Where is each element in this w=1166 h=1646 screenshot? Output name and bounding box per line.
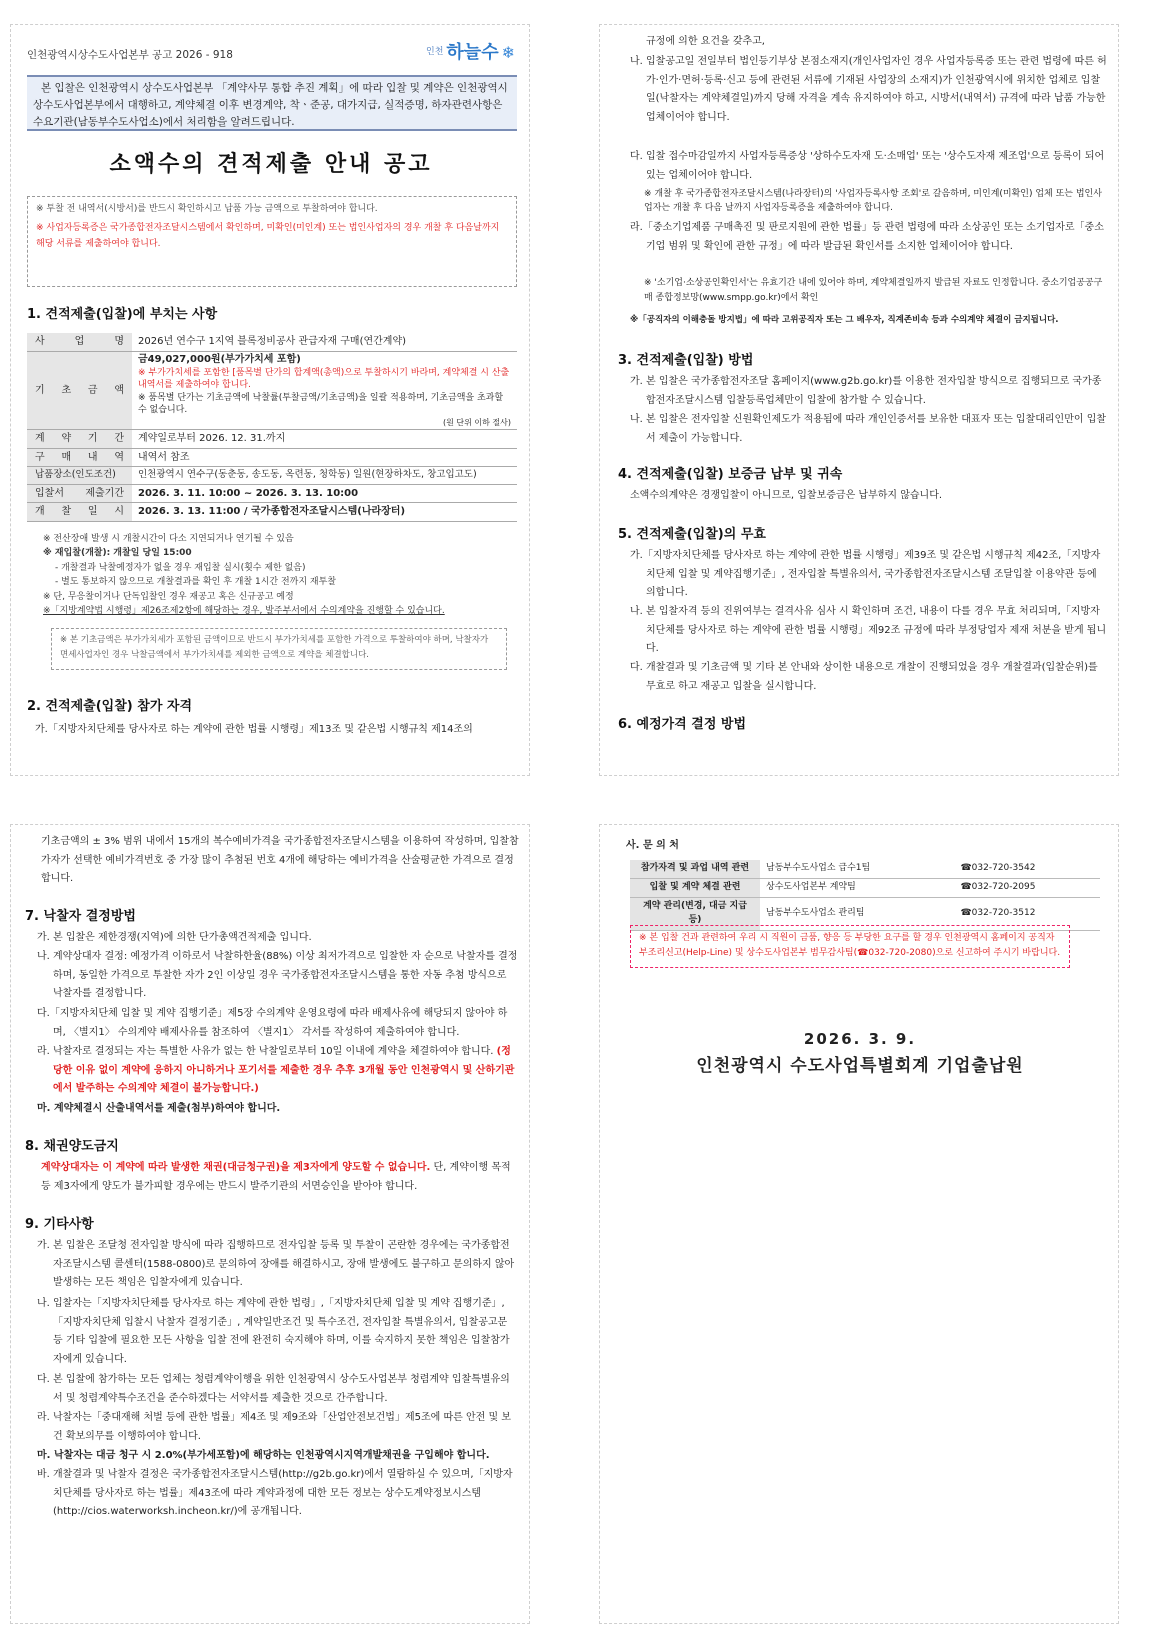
notice-page-4 <box>599 824 1119 1624</box>
section-7-a: 가. 본 입찰은 제한경쟁(지역)에 의한 단가총액견적제출 입니다. <box>37 932 312 943</box>
section-9-f: 바. 개찰결과 및 낙찰자 결정은 국가종합전자조달시스템(http://g2b.go.kr)에서 열람하실 수 있으며,「지방자치단체를 당사자로 하는 법률」제43조에 따라 계약과정에 대한 모든 정보는 상수도계약정보시스템(http://cios.waterworksh.incheon.kr/)에 공개됩니다. <box>37 1469 513 1517</box>
note-delay: ※ 전산장애 발생 시 개찰시간이 다소 지연되거나 연기될 수 있음 <box>43 534 294 544</box>
conflict-of-interest-note: ※「공직자의 이해충돌 방지법」에 따라 고위공직자 또는 그 배우자, 직계존비속 등과 수의계약 체결이 금지됩니다. <box>630 315 1059 325</box>
section-3-b: 나. 본 입찰은 전자입찰 신원확인제도가 적용됨에 따라 개인인증서를 보유한 대표자 또는 입찰대리인만이 입찰서 제출이 가능합니다. <box>630 414 1107 444</box>
qualification-d: 라.「중소기업제품 구매촉진 및 판로지원에 관한 법률」등 관련 법령에 따라 소상공인 또는 소기업자로「중소기업 범위 및 확인에 관한 규정」에 따라 발급된 확인서를 소지한 업체이어야 합니다. <box>630 222 1104 252</box>
section-7-d-warning: (정당한 이유 없이 계약에 응하지 아니하거나 포기서를 제출한 경우 추후 3개월 동안 인천광역시 및 산하기관에서 발주하는 수의계약 체결이 불가능합니다.) <box>53 1046 515 1094</box>
logo-text: 하늘수 <box>446 42 499 63</box>
label-purchase-detail: 구 매 내 역 <box>27 448 132 467</box>
contact-1-topic: 참가자격 및 과업 내역 관련 <box>630 860 760 878</box>
logo-prefix: 인천 <box>426 46 444 57</box>
section-7-e: 마. 계약체결시 산출내역서를 제출(첨부)하여야 합니다. <box>37 1103 281 1114</box>
section-5-heading: 5. 견적제출(입찰)의 무효 <box>618 527 766 542</box>
notice-date: 2026. 3. 9. <box>803 1030 917 1048</box>
value-contract-period: 계약일로부터 2026. 12. 31.까지 <box>132 430 517 449</box>
qualification-c: 다. 입찰 접수마감일까지 사업자등록증상 '상하수도자재 도·소매업' 또는 '상수도자재 제조업'으로 등록이 되어있는 업체이어야 합니다. <box>630 151 1105 181</box>
section-6-text: 기초금액의 ± 3% 범위 내에서 15개의 복수예비가격을 국가종합전자조달시스템을 이용하여 작성하며, 입찰참가자가 선택한 예비가격번호 중 가장 많이 추첨된 번호 4개에 해당하는 예비가격을 산술평균한 가격으로 결정합니다. <box>41 836 519 884</box>
intro-box: 본 입찰은 인천광역시 상수도사업본부 「계약사무 통합 추진 계획」에 따라 입찰 및 계약은 인천광역시 상수도사업본부에서 대행하고, 계약체결 이후 변경계약, 착ㆍ준공, 대가지급, 실적증명, 하자관련사항은 수요기관(남동부수도사업소)에서 처리함을 알려드립니다. <box>27 75 517 131</box>
logo <box>426 39 515 67</box>
section-9-e: 마. 낙찰자는 대금 청구 시 2.0%(부가세포함)에 해당하는 인천광역시지역개발채권을 구입해야 합니다. <box>37 1450 490 1461</box>
label-base-amount: 기 초 금 액 <box>27 351 132 430</box>
note-rebid-2: - 별도 통보하지 않으므로 개찰결과를 확인 후 개찰 1시간 전까지 재투찰 <box>55 577 337 588</box>
section-2-item-a: 가.「지방자치단체를 당사자로 하는 계약에 관한 법률 시행령」제13조 및 같은법 시행규칙 제14조의 <box>35 724 473 735</box>
base-amount-note-2: ※ 품목별 단가는 기초금액에 낙찰률(투찰금액/기초금액)을 일괄 적용하며, 기초금액을 초과할 수 없습니다. <box>138 392 504 416</box>
section-3-a: 가. 본 입찰은 국가종합전자조달 홈페이지(www.g2b.go.kr)를 이용한 전자입찰 방식으로 집행되므로 국가종합전자조달시스템 입찰등록업체만이 입찰에 참가할 수 있습니다. <box>630 376 1102 406</box>
contact-2-topic: 입찰 및 계약 체결 관련 <box>630 878 760 897</box>
contact-2-office: 상수도사업본부 계약팀 <box>760 878 954 897</box>
value-base-amount: 금49,027,000원(부가가치세 포함) <box>138 353 301 365</box>
vat-notice-box: ※ 본 기초금액은 부가가치세가 포함된 금액이므로 반드시 부가가치세를 포함한 가격으로 투찰하여야 하며, 낙찰자가 면세사업자인 경우 낙찰금액에서 부가가치세를 제외한 금액으로 계약을 체결합니다. <box>51 628 507 670</box>
contact-1-office: 남동부수도사업소 급수1팀 <box>760 860 954 878</box>
section-6-heading: 6. 예정가격 결정 방법 <box>618 717 747 732</box>
snowflake-icon: ❄ <box>501 42 515 62</box>
label-project: 사 업 명 <box>27 333 132 351</box>
section-7-d-text: 라. 낙찰자로 결정되는 자는 특별한 사유가 없는 한 낙찰일로부터 10일 이내에 계약을 체결하여야 합니다. <box>37 1046 494 1057</box>
contact-2-phone: ☎032-720-2095 <box>954 878 1100 897</box>
contact-3-topic: 계약 관리(변경, 대금 지급 등) <box>630 897 760 930</box>
contact-label: 사. 문 의 처 <box>626 840 679 851</box>
qualification-c-note: ※ 개찰 후 국가종합전자조달시스템(나라장터)의 '사업자등록사항 조회'로 갈음하며, 미인계(미확인) 업체 또는 법인사업자는 개찰 후 다음 날까지 사업자등록증을 제출하여야 합니다. <box>644 189 1102 214</box>
section-9-a: 가. 본 입찰은 조달청 전자입찰 방식에 따라 집행하므로 전자입찰 등록 및 투찰이 곤란한 경우에는 국가종합전자조달시스템 콜센터(1588-0800)로 문의하여 장애를 해결하시고, 장애 발생에도 불구하고 문의하지 않아 발생하는 모든 책임은 입찰자에게 있습니다. <box>37 1240 515 1288</box>
section-5-a: 가.「지방자치단체를 당사자로 하는 계약에 관한 법률 시행령」제39조 및 같은법 시행규칙 제42조,「지방자치단체 입찰 및 계약집행기준」, 전자입찰 특별유의서, 국가종합전자조달시스템 조달입찰 이용약관 등에 의합니다. <box>630 550 1101 598</box>
page-title: 소액수의 견적제출 안내 공고 <box>109 152 433 177</box>
value-submission-period: 2026. 3. 11. 10:00 ~ 2026. 3. 13. 10:00 <box>132 484 517 503</box>
section-1-heading: 1. 견적제출(입찰)에 부치는 사항 <box>27 307 218 322</box>
section-7-c: 다.「지방자치단체 입찰 및 계약 집행기준」제5장 수의계약 운영요령에 따라 배제사유에 해당되지 않아야 하며, 〈별지1〉 수의계약 배제사유를 참조하여 〈별지1〉 각서를 작성하여 제출하여야 합니다. <box>37 1008 508 1038</box>
notice-page-3 <box>10 824 530 1624</box>
contact-3-phone: ☎032-720-3512 <box>954 897 1100 930</box>
note-rebid: ※ 재입찰(개찰): 개찰일 당일 15:00 <box>43 548 192 559</box>
continued-text: 규정에 의한 요건을 갖추고, <box>646 36 765 47</box>
section-5-b: 나. 본 입찰자격 등의 진위여부는 결격사유 심사 시 확인하며 조건, 내용이 다를 경우 무효 처리되며,「지방자치단체를 당사자로 하는 계약에 관한 법률 시행령」제92조 규정에 따라 부정당업자 제재 처분을 받게 됩니다. <box>630 606 1107 654</box>
base-amount-note-3: (원 단위 이하 절사) <box>443 417 511 427</box>
notice-page-2 <box>599 24 1119 776</box>
value-delivery-place: 인천광역시 연수구(동춘동, 송도동, 옥련동, 청학동) 일원(현장하차도, 창고입고도) <box>132 467 517 485</box>
value-purchase-detail: 내역서 참조 <box>132 448 517 467</box>
value-project: 2026년 연수구 1지역 블록정비공사 관급자재 구매(연간계약) <box>132 333 517 351</box>
section-7-b: 나. 계약상대자 결정: 예정가격 이하로서 낙찰하한율(88%) 이상 최저가격으로 입찰한 자 순으로 낙찰자를 결정하며, 동일한 가격으로 투찰한 자가 2인 이상일 경우 국가종합전자조달시스템을 통한 자동 추첨 방식으로 낙찰자를 결정합니다. <box>37 951 518 999</box>
notice-number: 인천광역시상수도사업본부 공고 2026 - 918 <box>27 49 233 61</box>
bid-info-table <box>27 333 517 522</box>
qualification-b: 나. 입찰공고일 전일부터 법인등기부상 본점소재지(개인사업자인 경우 사업자등록증 또는 관련 법령에 따른 허가·인가·면허·등록·신고 등에 관련된 서류에 기재된 사업장의 소재지)가 인천광역시에 위치한 업체로 입찰일(낙찰자는 계약체결일)까지 당해 자격을 계속 유지하여야 하고, 시방서(내역서) 규격에 따라 납품 가능한 업체이어야 합니다. <box>630 56 1107 123</box>
notice-page-1 <box>10 24 530 776</box>
value-opening-date: 2026. 3. 13. 11:00 / 국가종합전자조달시스템(나라장터) <box>132 503 517 522</box>
section-9-c: 다. 본 입찰에 참가하는 모든 업체는 청렴계약이행을 위한 인천광역시 상수도사업본부 청렴계약 입찰특별유의서 및 청렴계약특수조건을 준수하겠다는 서약서를 제출한 것으로 간주합니다. <box>37 1374 510 1404</box>
notice-box <box>27 196 517 287</box>
base-amount-note-1: ※ 부가가치세를 포함한 [품목별 단가의 합계액(총액)으로 투찰하시기 바라며, 계약체결 시 산출내역서를 제출하여야 합니다. <box>138 367 510 391</box>
section-4-text: 소액수의계약은 경쟁입찰이 아니므로, 입찰보증금은 납부하지 않습니다. <box>630 490 943 501</box>
contact-table <box>630 860 1100 931</box>
section-9-b: 나. 입찰자는「지방자치단체를 당사자로 하는 계약에 관한 법령」,「지방자치단체 입찰 및 계약 집행기준」,「지방자치단체 입찰시 낙찰자 결정기준」, 계약일반조건 및 특수조건, 전자입찰 특별유의서, 입찰공고문 등 기타 입찰에 필요한 모든 사항을 입찰 전에 완전히 숙지해야 하며, 이를 숙지하지 못한 책임은 입찰참가자에게 있습니다. <box>37 1298 510 1365</box>
section-7-d <box>37 1043 519 1099</box>
section-7-heading: 7. 낙찰자 결정방법 <box>25 909 136 924</box>
note-private-contract: ※「지방계약법 시행령」제26조제2항에 해당하는 경우, 발주부서에서 수의계약을 진행할 수 있습니다. <box>43 605 445 616</box>
label-opening-date: 개 찰 일 시 <box>27 503 132 522</box>
section-4-heading: 4. 견적제출(입찰) 보증금 납부 및 귀속 <box>618 467 843 482</box>
note-no-bid: ※ 단, 무응찰이거나 단독입찰인 경우 재공고 혹은 신규공고 예정 <box>43 591 294 602</box>
note-rebid-1: - 개찰결과 낙찰예정자가 없을 경우 재입찰 실시(횟수 제한 없음) <box>55 562 306 573</box>
contact-1-phone: ☎032-720-3542 <box>954 860 1100 878</box>
note-registration: ※ 사업자등록증은 국가종합전자조달시스템에서 확인하며, 미확인(미인계) 또는 법인사업자의 경우 개찰 후 다음날까지 해당 서류를 제출하여야 합니다. <box>36 223 500 249</box>
section-2-heading: 2. 견적제출(입찰) 참가 자격 <box>27 699 193 714</box>
label-contract-period: 계 약 기 간 <box>27 430 132 449</box>
section-8-detail: 단, 계약이행 목적 등 제3자에게 양도가 불가피할 경우에는 반드시 발주기관의 서면승인을 받아야 합니다. <box>41 1162 511 1192</box>
issuing-organization: 인천광역시 수도사업특별회계 기업출납원 <box>696 1056 1024 1076</box>
opening-notes <box>43 532 513 618</box>
section-8-text <box>41 1159 519 1196</box>
label-submission-period: 입찰서 제출기간 <box>27 484 132 503</box>
note-bid-check: ※ 투찰 전 내역서(시방서)를 반드시 확인하시고 납품 가능 금액으로 투찰하여야 합니다. <box>36 204 378 214</box>
section-3-heading: 3. 견적제출(입찰) 방법 <box>618 353 754 368</box>
section-8-heading: 8. 채권양도금지 <box>25 1139 119 1154</box>
section-9-heading: 9. 기타사항 <box>25 1217 94 1232</box>
contact-3-office: 남동부수도사업소 관리팀 <box>760 897 954 930</box>
qualification-d-note: ※ '소기업·소상공인확인서'는 유효기간 내에 있어야 하며, 계약체결일까지 발급된 자료도 인정합니다. 중소기업공공구매 종합정보망(www.smpp.go.kr)에서 확인 <box>644 278 1103 304</box>
section-5-c: 다. 개찰결과 및 기초금액 및 기타 본 안내와 상이한 내용으로 개찰이 진행되었을 경우 개찰결과(입찰순위)를 무효로 하고 재공고 입찰을 실시합니다. <box>630 662 1098 692</box>
section-9-d: 라. 낙찰자는「중대재해 처벌 등에 관한 법률」제4조 및 제9조와「산업안전보건법」제5조에 따른 안전 및 보건 확보의무를 이행하여야 합니다. <box>37 1412 511 1442</box>
label-delivery-place: 납품장소(인도조건) <box>27 467 132 485</box>
section-8-warning: 계약상대자는 이 계약에 따라 발생한 채권(대금청구권)을 제3자에게 양도할 수 없습니다. <box>41 1162 431 1173</box>
corruption-report-notice: ※ 본 입찰 건과 관련하여 우리 시 직원이 금품, 향응 등 부당한 요구를 할 경우 인천광역시 홈페이지 공직자부조리신고(Help-Line) 및 상수도사업본부 범무감사팀(☎032-720-2080)으로 신고하여 주시기 바랍니다. <box>630 925 1070 968</box>
